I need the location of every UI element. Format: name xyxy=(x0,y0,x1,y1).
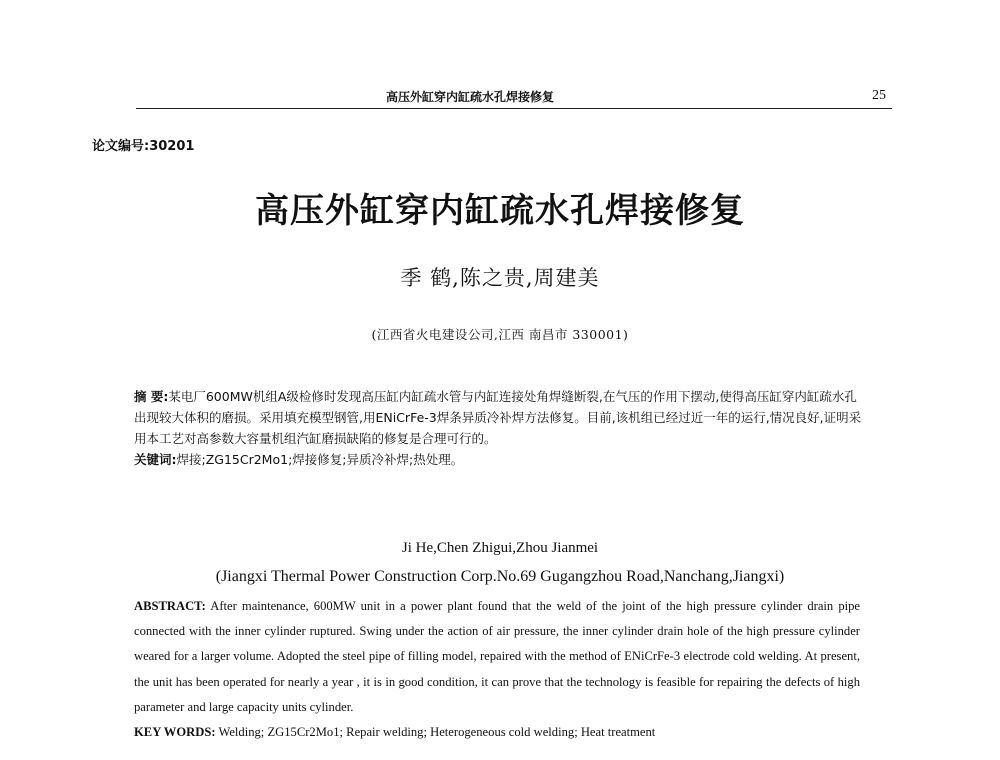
keywords-cn xyxy=(134,449,864,470)
keywords-en-label: KEY WORDS: xyxy=(134,725,216,740)
abstract-en xyxy=(134,594,860,720)
affiliation: (江西省火电建设公司,江西 南昌市 330001) xyxy=(371,327,629,342)
keywords-en xyxy=(134,720,860,745)
abstract-en-text: After maintenance, 600MW unit in a power plant found that the weld of the joint of the high pressure cylinder drain pipe connected with the inner cylinder ruptured. Swing under the action of air pressure, the inner cylinder drain hole of the high pressure cylinder weared for a larger volume. Adopted the steel pipe of filling model, repaired with the method of ENiCrFe-3 electrode cold welding. At present, the unit has been operated for nearly a year , it is in good condition, it can prove that the technology is feasible for repairing the defects of high parameter and large capacity units cylinder. xyxy=(134,599,860,714)
keywords-en-text: Welding; ZG15Cr2Mo1; Repair welding; Heterogeneous cold welding; Heat treatment xyxy=(215,725,656,740)
paper-number: 论文编号:30201 xyxy=(92,139,195,154)
english-abstract-block xyxy=(134,594,860,745)
abstract-cn-label: 摘 要: xyxy=(134,389,169,404)
english-authors: Ji He,Chen Zhigui,Zhou Jianmei xyxy=(401,540,599,556)
running-title: 高压外缸穿内缸疏水孔焊接修复 xyxy=(386,90,555,104)
running-header xyxy=(136,88,892,109)
abstract-cn-text: 某电厂600MW机组A级检修时发现高压缸内缸疏水管与内缸连接处角焊缝断裂,在气压的作用下摆动,使得高压缸穿内缸疏水孔出现较大体积的磨损。采用填充模型钢管,用ENiCrFe-3焊条异质冷补焊方法修复。目前,该机组已经过近一年的运行,情况良好,证明采用本工艺对高参数大容量机组汽缸磨损缺陷的修复是合理可行的。 xyxy=(134,389,862,446)
authors: 季 鹤,陈之贵,周建美 xyxy=(400,266,600,290)
keywords-cn-text: 焊接;ZG15Cr2Mo1;焊接修复;异质冷补焊;热处理。 xyxy=(176,452,464,467)
paper-title: 高压外缸穿内缸疏水孔焊接修复 xyxy=(255,191,745,231)
page-number: 25 xyxy=(872,88,886,103)
chinese-abstract-block xyxy=(134,386,864,470)
keywords-cn-label: 关键词: xyxy=(134,452,177,467)
english-affiliation: (Jiangxi Thermal Power Construction Corp.No.69 Gugangzhou Road,Nanchang,Jiangxi) xyxy=(215,568,785,585)
abstract-cn xyxy=(134,386,864,449)
abstract-en-label: ABSTRACT: xyxy=(134,599,206,613)
